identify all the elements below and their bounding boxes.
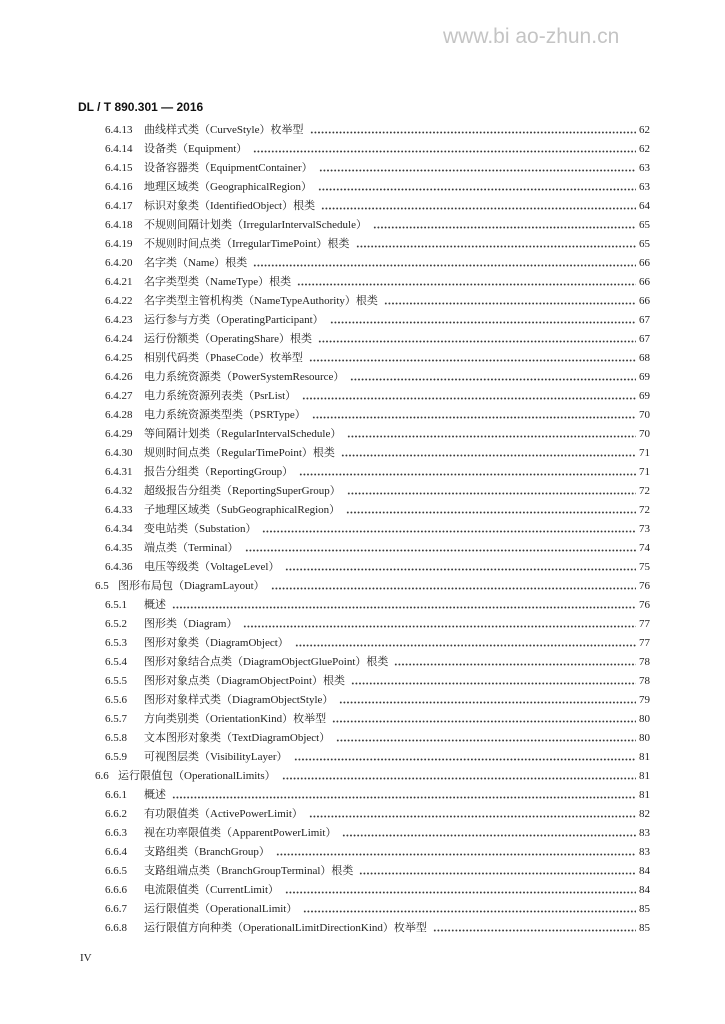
toc-dot-leader (394, 653, 636, 672)
toc-entry-number: 6.4.25 (105, 352, 133, 364)
toc-entry-title: 变电站类（Substation） (144, 523, 257, 535)
toc-entry (105, 444, 650, 463)
toc-entry-number: 6.5.6 (105, 694, 127, 706)
toc-entry-number: 6.4.36 (105, 561, 133, 573)
toc-entry-number: 6.4.33 (105, 504, 133, 516)
toc-entry-number: 6.4.35 (105, 542, 133, 554)
toc-entry (105, 805, 650, 824)
toc-entry (105, 235, 650, 254)
toc-entry-number: 6.4.15 (105, 162, 133, 174)
toc-entry-title: 文本图形对象类（TextDiagramObject） (144, 732, 331, 744)
toc-entry-page: 74 (639, 542, 650, 554)
toc-dot-leader (319, 159, 636, 178)
toc-entry-number: 6.4.27 (105, 390, 133, 402)
toc-entry-title: 图形对象样式类（DiagramObjectStyle） (144, 694, 334, 706)
toc-entry-page: 70 (639, 409, 650, 421)
toc-entry-title: 超级报告分组类（ReportingSuperGroup） (144, 485, 341, 497)
toc-entry-title: 电力系统资源类型类（PSRType） (144, 409, 306, 421)
toc-entry-number: 6.4.16 (105, 181, 133, 193)
toc-dot-leader (303, 900, 636, 919)
toc-entry-number: 6.4.34 (105, 523, 133, 535)
toc-entry-number: 6.4.28 (105, 409, 133, 421)
toc-entry-title: 概述 (144, 599, 166, 611)
toc-entry-page: 76 (639, 599, 650, 611)
toc-entry-number: 6.6.8 (105, 922, 127, 934)
toc-entry (105, 121, 650, 140)
toc-entry (105, 881, 650, 900)
toc-entry-title: 电流限值类（CurrentLimit） (144, 884, 280, 896)
toc-entry (105, 539, 650, 558)
toc-entry-number: 6.4.30 (105, 447, 133, 459)
toc-dot-leader (262, 520, 636, 539)
toc-dot-leader (347, 425, 636, 444)
toc-entry-title: 端点类（Terminal） (144, 542, 239, 554)
toc-entry-page: 85 (639, 903, 650, 915)
toc-entry-page: 80 (639, 713, 650, 725)
toc-dot-leader (294, 748, 636, 767)
toc-entry (105, 273, 650, 292)
toc-entry-number: 6.4.32 (105, 485, 133, 497)
toc-entry (105, 596, 650, 615)
toc-entry (105, 672, 650, 691)
toc-entry-title: 运行限值方向种类（OperationalLimitDirectionKind）枚举型 (144, 922, 427, 934)
toc-entry-title: 支路组端点类（BranchGroupTerminal）根类 (144, 865, 354, 877)
toc-entry-number: 6.5.4 (105, 656, 127, 668)
toc-entry (105, 140, 650, 159)
toc-entry (105, 425, 650, 444)
toc-entry-page: 79 (639, 694, 650, 706)
toc-dot-leader (336, 729, 636, 748)
toc-dot-leader (245, 539, 636, 558)
toc-entry-title: 名字类型类（NameType）根类 (144, 276, 292, 288)
toc-entry-title: 视在功率限值类（ApparentPowerLimit） (144, 827, 337, 839)
toc-entry-number: 6.5.2 (105, 618, 127, 630)
toc-dot-leader (299, 463, 636, 482)
toc-entry-page: 68 (639, 352, 650, 364)
toc-entry-title: 地理区域类（GeographicalRegion） (144, 181, 313, 193)
toc-entry-number: 6.5 (95, 580, 109, 592)
toc-entry-title: 子地理区域类（SubGeographicalRegion） (144, 504, 341, 516)
toc-entry-page: 77 (639, 637, 650, 649)
toc-entry-number: 6.5.1 (105, 599, 127, 611)
toc-entry-title: 运行份额类（OperatingShare）根类 (144, 333, 313, 345)
toc-entry-title: 有功限值类（ActivePowerLimit） (144, 808, 303, 820)
toc-entry-page: 77 (639, 618, 650, 630)
toc-entry-title: 相别代码类（PhaseCode）枚举型 (144, 352, 303, 364)
toc-entry (105, 387, 650, 406)
toc-entry-title: 运行限值类（OperationalLimit） (144, 903, 298, 915)
toc-entry-title: 电压等级类（VoltageLevel） (144, 561, 280, 573)
toc-entry (105, 691, 650, 710)
toc-entry-title: 图形类（Diagram） (144, 618, 238, 630)
toc-dot-leader (347, 482, 636, 501)
document-id-header: DL / T 890.301 — 2016 (78, 100, 204, 114)
toc-dot-leader (350, 368, 636, 387)
toc-entry-number: 6.5.8 (105, 732, 127, 744)
toc-entry-page: 81 (639, 789, 650, 801)
toc-entry-title: 图形布局包（DiagramLayout） (118, 580, 265, 592)
toc-entry (105, 786, 650, 805)
toc-entry (105, 824, 650, 843)
toc-entry-title: 运行限值包（OperationalLimits） (118, 770, 276, 782)
toc-entry-page: 78 (639, 675, 650, 687)
toc-dot-leader (359, 862, 636, 881)
toc-entry-page: 85 (639, 922, 650, 934)
toc-entry-page: 84 (639, 865, 650, 877)
toc-dot-leader (318, 178, 636, 197)
toc-dot-leader (318, 330, 636, 349)
toc-entry (105, 482, 650, 501)
toc-entry-page: 73 (639, 523, 650, 535)
toc-entry-page: 70 (639, 428, 650, 440)
toc-dot-leader (332, 710, 636, 729)
toc-entry-title: 电力系统资源列表类（PsrList） (144, 390, 297, 402)
toc-entry (105, 216, 650, 235)
toc-entry-page: 67 (639, 333, 650, 345)
toc-entry-number: 6.4.23 (105, 314, 133, 326)
toc-entry (105, 311, 650, 330)
toc-entry-title: 不规则时间点类（IrregularTimePoint）根类 (144, 238, 350, 250)
toc-entry-number: 6.6 (95, 770, 109, 782)
toc-dot-leader (346, 501, 636, 520)
toc-entry (105, 330, 650, 349)
toc-dot-leader (373, 216, 636, 235)
toc-entry-title: 报告分组类（ReportingGroup） (144, 466, 294, 478)
toc-entry-title: 规则时间点类（RegularTimePoint）根类 (144, 447, 335, 459)
toc-list (0, 121, 725, 941)
toc-entry-number: 6.5.3 (105, 637, 127, 649)
toc-entry-page: 84 (639, 884, 650, 896)
toc-entry-page: 62 (639, 143, 650, 155)
toc-dot-leader (276, 843, 636, 862)
toc-dot-leader (341, 444, 636, 463)
toc-entry (105, 463, 650, 482)
toc-dot-leader (433, 919, 636, 938)
toc-entry-title: 名字类型主管机构类（NameTypeAuthority）根类 (144, 295, 378, 307)
toc-entry-number: 6.4.18 (105, 219, 133, 231)
toc-entry (105, 558, 650, 577)
toc-entry (105, 292, 650, 311)
toc-entry-page: 72 (639, 504, 650, 516)
toc-dot-leader (302, 387, 636, 406)
toc-entry (105, 710, 650, 729)
toc-entry (105, 919, 650, 938)
toc-entry (105, 615, 650, 634)
watermark-text: www.bi ao-zhun.cn (443, 25, 620, 48)
toc-dot-leader (295, 634, 636, 653)
toc-entry (95, 577, 650, 596)
toc-entry (105, 900, 650, 919)
toc-dot-leader (342, 824, 636, 843)
toc-dot-leader (253, 140, 636, 159)
toc-entry-title: 支路组类（BranchGroup） (144, 846, 270, 858)
toc-entry-page: 71 (639, 466, 650, 478)
toc-entry-title: 电力系统资源类（PowerSystemResource） (144, 371, 345, 383)
toc-dot-leader (297, 273, 636, 292)
toc-dot-leader (309, 349, 636, 368)
toc-entry-number: 6.6.1 (105, 789, 127, 801)
toc-entry-page: 63 (639, 162, 650, 174)
toc-entry-number: 6.5.5 (105, 675, 127, 687)
toc-entry-page: 71 (639, 447, 650, 459)
toc-entry-page: 72 (639, 485, 650, 497)
toc-dot-leader (356, 235, 636, 254)
toc-entry-title: 方向类别类（OrientationKind）枚举型 (144, 713, 327, 725)
toc-entry-title: 曲线样式类（CurveStyle）枚举型 (144, 124, 304, 136)
toc-dot-leader (351, 672, 636, 691)
toc-entry (105, 729, 650, 748)
toc-entry-page: 62 (639, 124, 650, 136)
toc-entry-number: 6.6.5 (105, 865, 127, 877)
toc-entry-page: 65 (639, 219, 650, 231)
toc-dot-leader (285, 558, 636, 577)
toc-entry-title: 图形对象结合点类（DiagramObjectGluePoint）根类 (144, 656, 389, 668)
toc-entry (105, 406, 650, 425)
toc-entry-page: 69 (639, 371, 650, 383)
toc-entry (105, 862, 650, 881)
toc-entry-number: 6.4.17 (105, 200, 133, 212)
toc-entry-title: 设备类（Equipment） (144, 143, 248, 155)
toc-entry-page: 69 (639, 390, 650, 402)
toc-entry-number: 6.4.31 (105, 466, 133, 478)
toc-entry-number: 6.4.14 (105, 143, 133, 155)
toc-entry-page: 76 (639, 580, 650, 592)
toc-entry-title: 运行参与方类（OperatingParticipant） (144, 314, 324, 326)
toc-entry-number: 6.4.26 (105, 371, 133, 383)
toc-entry-number: 6.4.24 (105, 333, 133, 345)
toc-dot-leader (312, 406, 636, 425)
toc-dot-leader (282, 767, 636, 786)
toc-dot-leader (172, 786, 636, 805)
toc-entry (105, 349, 650, 368)
toc-entry-page: 78 (639, 656, 650, 668)
toc-entry-page: 67 (639, 314, 650, 326)
toc-dot-leader (285, 881, 636, 900)
toc-entry-title: 概述 (144, 789, 166, 801)
toc-entry-page: 66 (639, 295, 650, 307)
toc-entry-number: 6.6.4 (105, 846, 127, 858)
toc-entry-page: 64 (639, 200, 650, 212)
toc-entry (105, 197, 650, 216)
toc-entry (105, 634, 650, 653)
toc-dot-leader (243, 615, 636, 634)
toc-entry (105, 843, 650, 862)
toc-dot-leader (330, 311, 636, 330)
toc-dot-leader (310, 121, 637, 140)
page-number-footer: IV (80, 952, 92, 964)
toc-entry-title: 标识对象类（IdentifiedObject）根类 (144, 200, 316, 212)
toc-entry (105, 501, 650, 520)
toc-entry-page: 83 (639, 827, 650, 839)
toc-entry-page: 82 (639, 808, 650, 820)
toc-dot-leader (172, 596, 636, 615)
toc-entry-page: 66 (639, 257, 650, 269)
toc-entry-page: 80 (639, 732, 650, 744)
toc-entry-title: 不规则间隔计划类（IrregularIntervalSchedule） (144, 219, 367, 231)
toc-dot-leader (339, 691, 636, 710)
toc-entry (105, 178, 650, 197)
toc-entry-page: 81 (639, 751, 650, 763)
toc-entry-title: 图形对象点类（DiagramObjectPoint）根类 (144, 675, 346, 687)
toc-entry-title: 设备容器类（EquipmentContainer） (144, 162, 313, 174)
toc-entry (105, 748, 650, 767)
toc-entry-number: 6.4.21 (105, 276, 133, 288)
toc-entry-page: 81 (639, 770, 650, 782)
toc-dot-leader (309, 805, 636, 824)
toc-entry-number: 6.6.2 (105, 808, 127, 820)
toc-dot-leader (384, 292, 636, 311)
toc-entry-page: 75 (639, 561, 650, 573)
toc-entry (105, 368, 650, 387)
toc-entry-page: 63 (639, 181, 650, 193)
toc-entry-number: 6.4.13 (105, 124, 133, 136)
toc-entry (95, 767, 650, 786)
toc-entry-number: 6.4.22 (105, 295, 133, 307)
toc-dot-leader (253, 254, 636, 273)
toc-entry-title: 可视图层类（VisibilityLayer） (144, 751, 288, 763)
toc-entry-title: 等间隔计划类（RegularIntervalSchedule） (144, 428, 342, 440)
toc-entry-page: 83 (639, 846, 650, 858)
toc-entry-number: 6.6.7 (105, 903, 127, 915)
toc-entry (105, 520, 650, 539)
toc-entry (105, 159, 650, 178)
toc-entry-number: 6.6.6 (105, 884, 127, 896)
toc-dot-leader (321, 197, 636, 216)
toc-entry-number: 6.6.3 (105, 827, 127, 839)
toc-entry (105, 653, 650, 672)
toc-entry-number: 6.4.29 (105, 428, 133, 440)
toc-entry-number: 6.5.7 (105, 713, 127, 725)
toc-entry-page: 66 (639, 276, 650, 288)
toc-entry (105, 254, 650, 273)
toc-entry-page: 65 (639, 238, 650, 250)
toc-entry-number: 6.4.19 (105, 238, 133, 250)
toc-entry-title: 图形对象类（DiagramObject） (144, 637, 289, 649)
toc-entry-number: 6.5.9 (105, 751, 127, 763)
toc-entry-number: 6.4.20 (105, 257, 133, 269)
toc-dot-leader (271, 577, 636, 596)
toc-entry-title: 名字类（Name）根类 (144, 257, 248, 269)
